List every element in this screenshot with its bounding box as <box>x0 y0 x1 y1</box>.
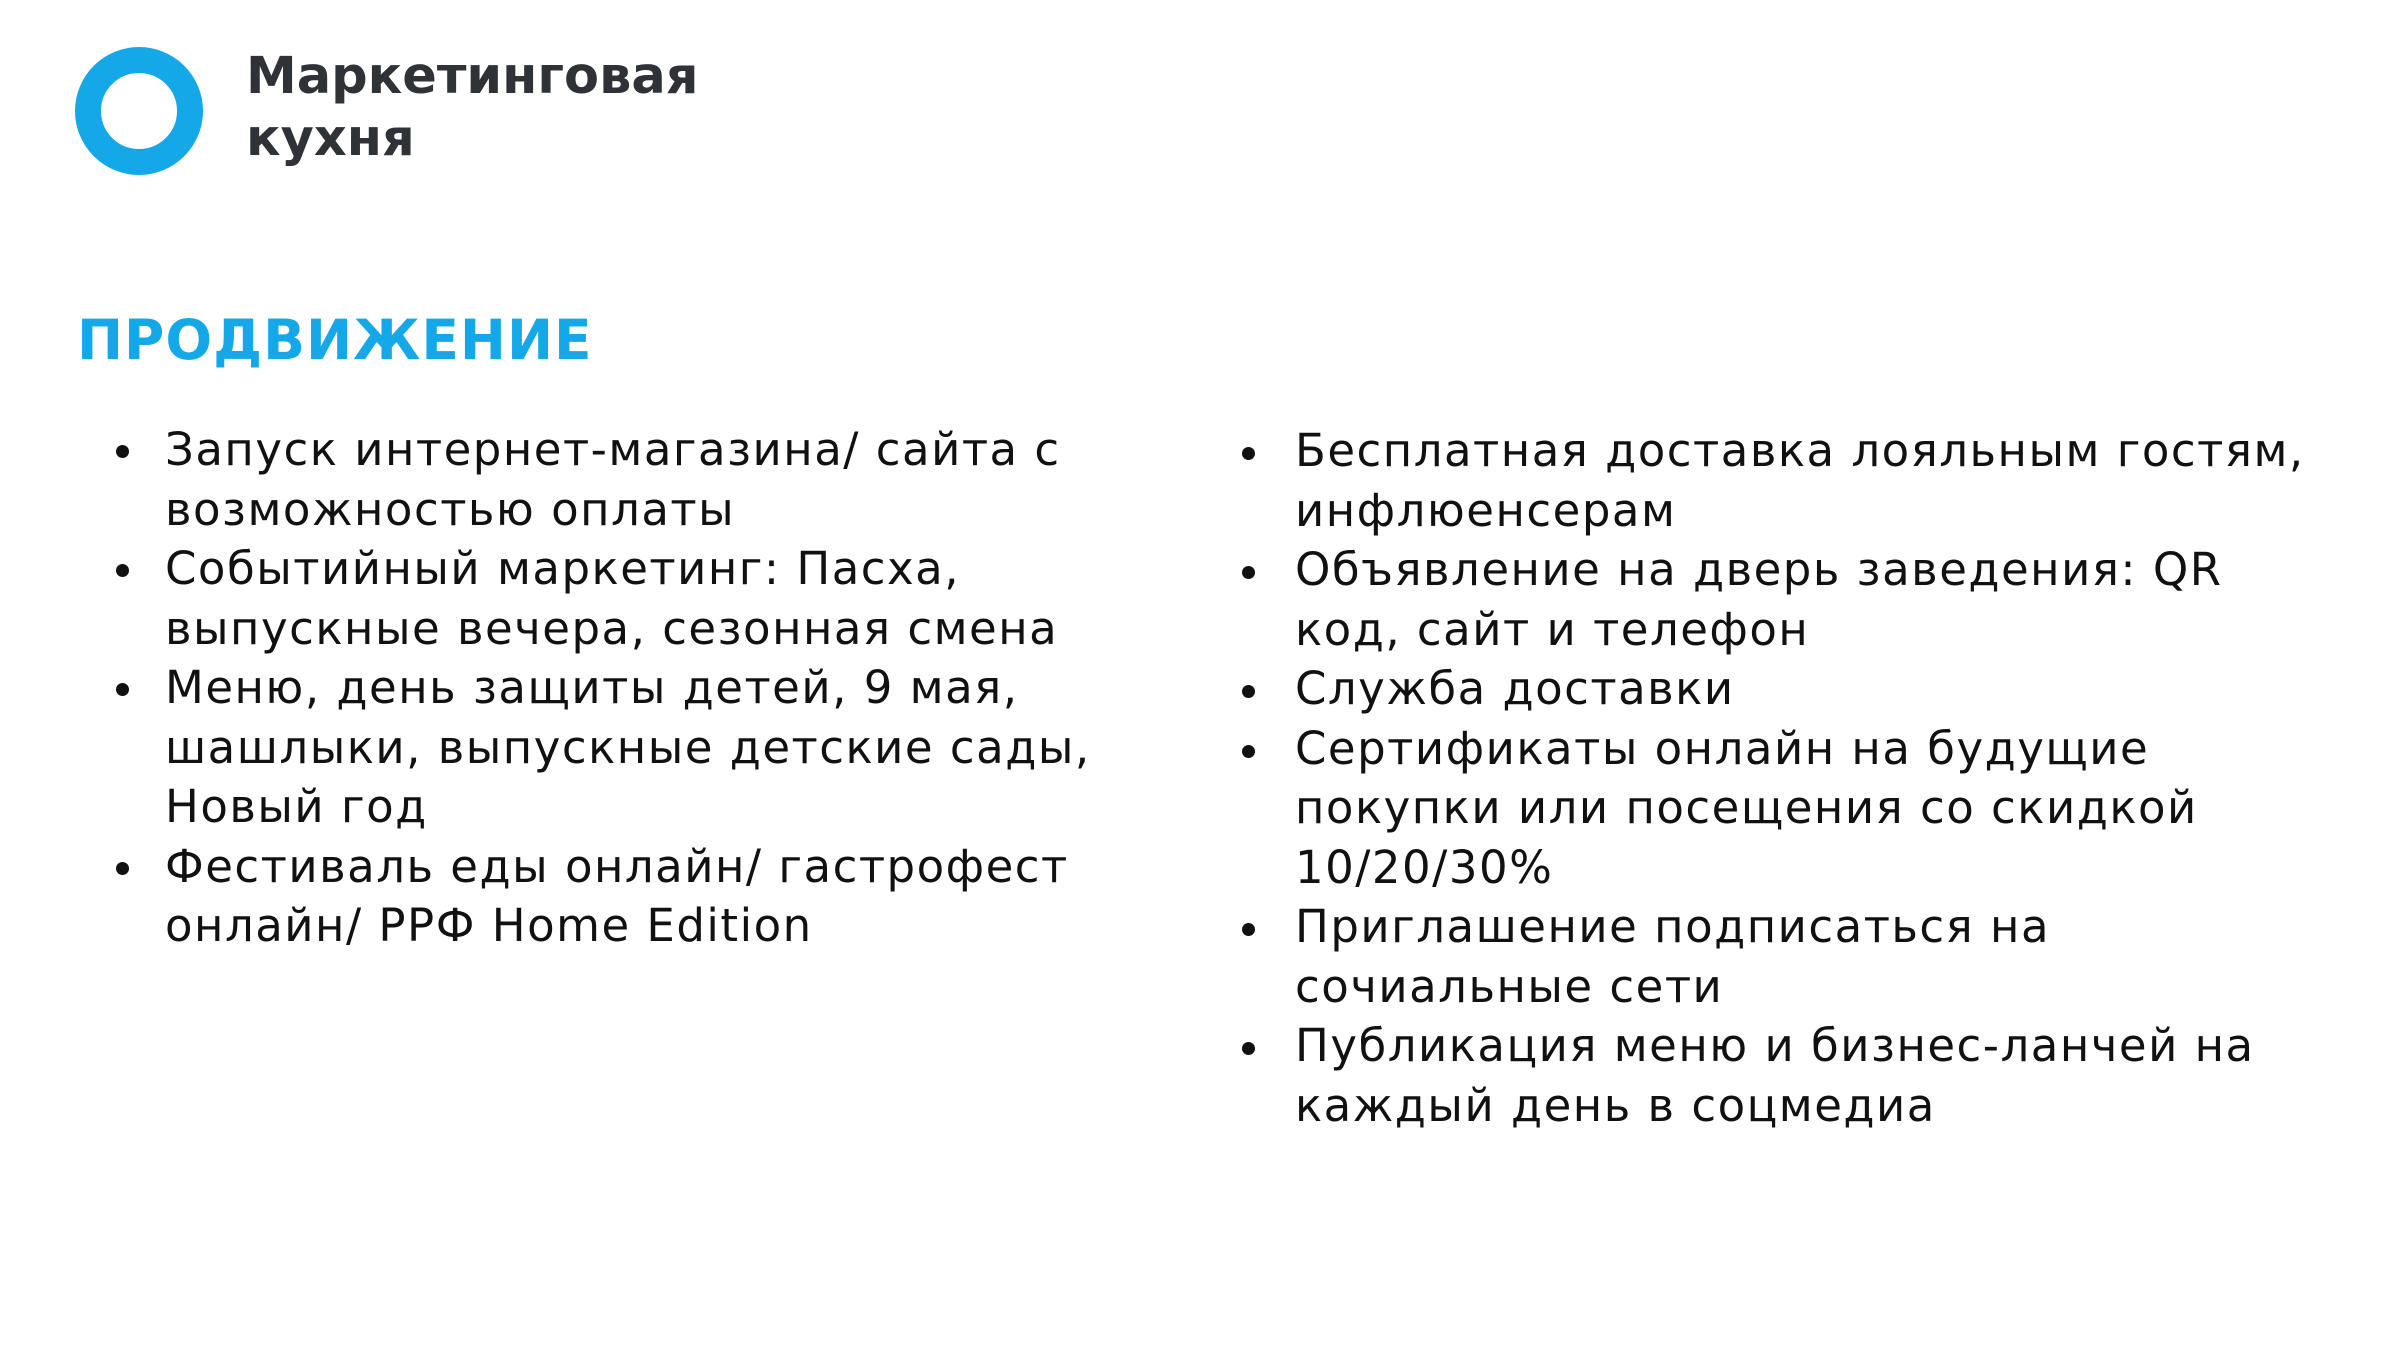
list-item <box>108 658 1128 837</box>
list-item <box>108 837 1128 956</box>
list-item <box>1232 719 2332 898</box>
logo-line-1: Маркетинговая <box>246 47 699 106</box>
list-item <box>1232 1016 2332 1135</box>
bullet-icon <box>1242 447 1255 460</box>
bullet-icon <box>116 564 129 577</box>
list-item <box>108 539 1128 658</box>
logo <box>74 46 699 176</box>
bullet-icon <box>1242 745 1255 758</box>
bullet-icon <box>1242 923 1255 936</box>
bullet-icon <box>1242 685 1255 698</box>
list-item-text: Меню, день защиты детей, 9 мая, шашлыки, выпускные детские сады, Новый год <box>165 661 1091 833</box>
logo-line-2: кухня <box>246 109 415 168</box>
bullet-icon <box>116 862 129 875</box>
page-title: ПРОДВИЖЕНИЕ <box>77 308 593 372</box>
list-item-text: Бесплатная доставка лояльным гостям, инфлюенсерам <box>1295 424 2305 537</box>
list-item-text: Сертификаты онлайн на будущие покупки или посещения со скидкой 10/20/30% <box>1295 721 2198 894</box>
list-item <box>108 420 1128 539</box>
list-item-text: Приглашение подписаться на сочиальные сети <box>1295 900 2051 1013</box>
list-item <box>1232 421 2332 540</box>
right-bullet-list <box>1232 421 2332 1135</box>
bullet-icon <box>116 683 129 696</box>
list-item <box>1232 659 2332 719</box>
bullet-icon <box>1242 566 1255 579</box>
list-item-text: Запуск интернет-магазина/ сайта с возможностью оплаты <box>165 423 1061 536</box>
list-item-text: Событийный маркетинг: Пасха, выпускные вечера, сезонная смена <box>165 542 1059 655</box>
left-bullet-list <box>108 420 1128 956</box>
list-item <box>1232 540 2332 659</box>
ring-logo-icon <box>74 46 204 176</box>
bullet-icon <box>1242 1042 1255 1055</box>
list-item-text: Публикация меню и бизнес-ланчей на каждый день в соцмедиа <box>1295 1019 2255 1132</box>
list-item-text: Объявление на дверь заведения: QR код, сайт и телефон <box>1295 543 2223 656</box>
logo-text <box>246 46 699 170</box>
bullet-icon <box>116 445 129 458</box>
list-item <box>1232 897 2332 1016</box>
list-item-text: Служба доставки <box>1295 662 1735 715</box>
list-item-text: Фестиваль еды онлайн/ гастрофест онлайн/ РРФ Home Edition <box>165 839 1069 952</box>
